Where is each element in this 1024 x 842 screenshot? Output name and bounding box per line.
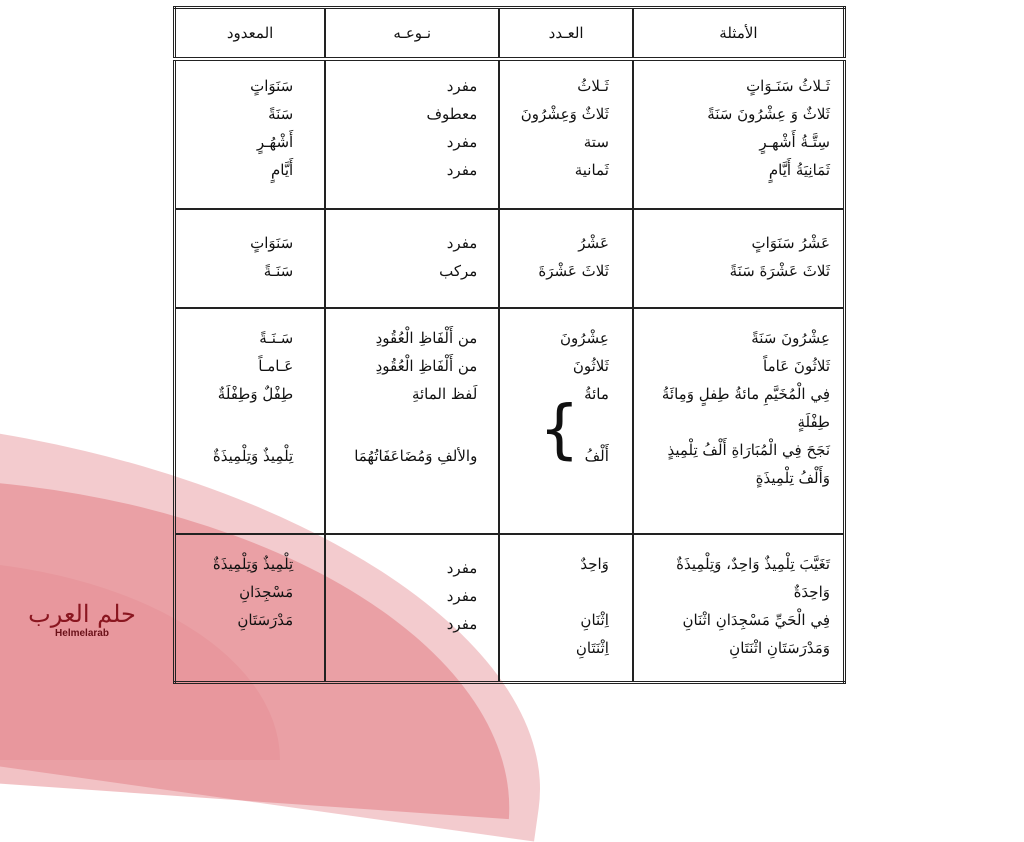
type-line: مفرد <box>446 559 478 577</box>
example-line: فِي الْحَيِّ مَسْجِدَانِ اثْنَانِ <box>682 611 830 629</box>
type-line: مفرد <box>446 161 478 179</box>
type-cell <box>325 209 499 308</box>
number-cell <box>499 209 633 308</box>
header-number: العـدد <box>499 8 633 60</box>
example-line: ثَلاثٌ وَ عِشْرُونَ سَنَةً <box>707 105 830 123</box>
examples-cell <box>633 308 845 534</box>
example-line: وَأَلْفُ تِلْمِيذَةٍ <box>755 469 830 487</box>
number-line: مائةُ <box>584 385 609 403</box>
example-line: ثَلاثَ عَشْرَةَ سَنَةً <box>729 262 830 280</box>
type-line: مفرد <box>446 77 478 95</box>
number-line: ثَلاثَ عَشْرَةَ <box>538 262 609 280</box>
examples-cell <box>633 59 845 209</box>
type-cell <box>325 59 499 209</box>
counted-line: تِلْمِيذٌ وَتِلْمِيذَةٌ <box>212 555 294 573</box>
type-cell <box>325 308 499 534</box>
number-line: ستة <box>583 133 609 151</box>
counted-line: أَشْهُـرٍ <box>256 133 294 151</box>
number-line: اِثْنَتَانِ <box>575 639 609 657</box>
counted-cell <box>175 534 326 683</box>
counted-line: سَنَـةً <box>263 262 294 280</box>
example-line: ثَلاثُونَ عَاماً <box>763 357 830 375</box>
type-line: لَفظ المائةِ <box>411 385 478 403</box>
number-line: ثَـلاثُ <box>577 77 609 95</box>
counted-line: تِلْمِيذٌ وَتِلْمِيذَةٌ <box>212 447 294 465</box>
example-line: فِي الْمُخَيَّمِ مائةُ طِفلٍ وَمِائَةُ <box>661 385 830 403</box>
counted-line: سَنَوَاتٍ <box>250 234 294 252</box>
example-line: تَغَيَّبَ تِلْمِيذٌ وَاحِدٌ، وَتِلْمِيذَةٌ <box>676 555 830 573</box>
header-examples: الأمثلة <box>633 8 845 60</box>
type-line: معطوف <box>426 105 478 123</box>
example-line: طِفْلَةٍ <box>797 413 830 431</box>
example-line: عَشْرُ سَنَوَاتٍ <box>751 234 830 252</box>
curly-brace-icon: { <box>539 393 580 467</box>
counted-line: سَنَوَاتٍ <box>250 77 294 95</box>
example-line: ثَـلاثُ سَنَـوَاتٍ <box>746 77 830 95</box>
site-logo <box>22 600 142 639</box>
logo-latin-text: Helmelarab <box>55 628 109 639</box>
example-line: سِتَّـةُ أَشْهـرٍ <box>759 133 830 151</box>
table-row <box>175 534 845 683</box>
counted-cell <box>175 209 326 308</box>
number-line: ثَلاثٌ وَعِشْرُونَ <box>520 105 609 123</box>
number-line: وَاحِدٌ <box>580 555 609 573</box>
arabic-number-grammar-table <box>173 6 846 684</box>
number-cell <box>499 59 633 209</box>
header-counted: المعدود <box>175 8 326 60</box>
table-row <box>175 209 845 308</box>
counted-line: سَـنَـةً <box>259 329 294 347</box>
type-line: مفرد <box>446 133 478 151</box>
example-line: وَاحِدَةٌ <box>793 583 830 601</box>
counted-line: سَنَةً <box>268 105 294 123</box>
table-row <box>175 59 845 209</box>
type-line: والألفِ وَمُضَاعَفَاتُهُمَا <box>354 447 478 465</box>
type-cell <box>325 534 499 683</box>
header-row <box>175 8 845 60</box>
number-line: أَلْفُ <box>584 447 609 465</box>
table-row <box>175 308 845 534</box>
example-line: عِشْرُونَ سَنَةً <box>751 329 830 347</box>
number-line: اِثْنَانِ <box>580 611 609 629</box>
number-cell <box>499 534 633 683</box>
number-line: عِشْرُونَ <box>560 329 609 347</box>
type-line: مفرد <box>446 234 478 252</box>
examples-cell <box>633 209 845 308</box>
type-line: مفرد <box>446 587 478 605</box>
example-line: نَجَحَ فِي الْمُبَارَاةِ أَلْفُ تِلْمِيذٍ <box>667 441 830 459</box>
example-line: وَمَدْرَسَتَانِ اثْنَتَانِ <box>729 639 830 657</box>
counted-line: مَسْجِدَانِ <box>239 583 294 601</box>
counted-line: مَدْرَسَتَانِ <box>237 611 294 629</box>
examples-cell <box>633 534 845 683</box>
header-type: نـوعـه <box>325 8 499 60</box>
type-line: مفرد <box>446 615 478 633</box>
counted-line: أَيَّامٍ <box>271 161 294 179</box>
number-line: عَشْرُ <box>578 234 609 252</box>
type-line: من أَلْفَاظِ الْعُقُودِ <box>375 357 478 375</box>
number-line: ثَلاثُونَ <box>572 357 609 375</box>
counted-line: عَـامـاً <box>258 357 294 375</box>
type-line: مركب <box>439 262 478 280</box>
type-line: من أَلْفَاظِ الْعُقُودِ <box>375 329 478 347</box>
number-line: ثَمانية <box>574 161 609 179</box>
example-line: ثَمَانِيَةُ أَيَّامٍ <box>768 161 830 179</box>
counted-line: طِفْلٌ وَطِفْلَةٌ <box>217 385 294 403</box>
counted-cell <box>175 308 326 534</box>
logo-arabic-text: حلم العرب <box>28 600 136 628</box>
counted-cell <box>175 59 326 209</box>
